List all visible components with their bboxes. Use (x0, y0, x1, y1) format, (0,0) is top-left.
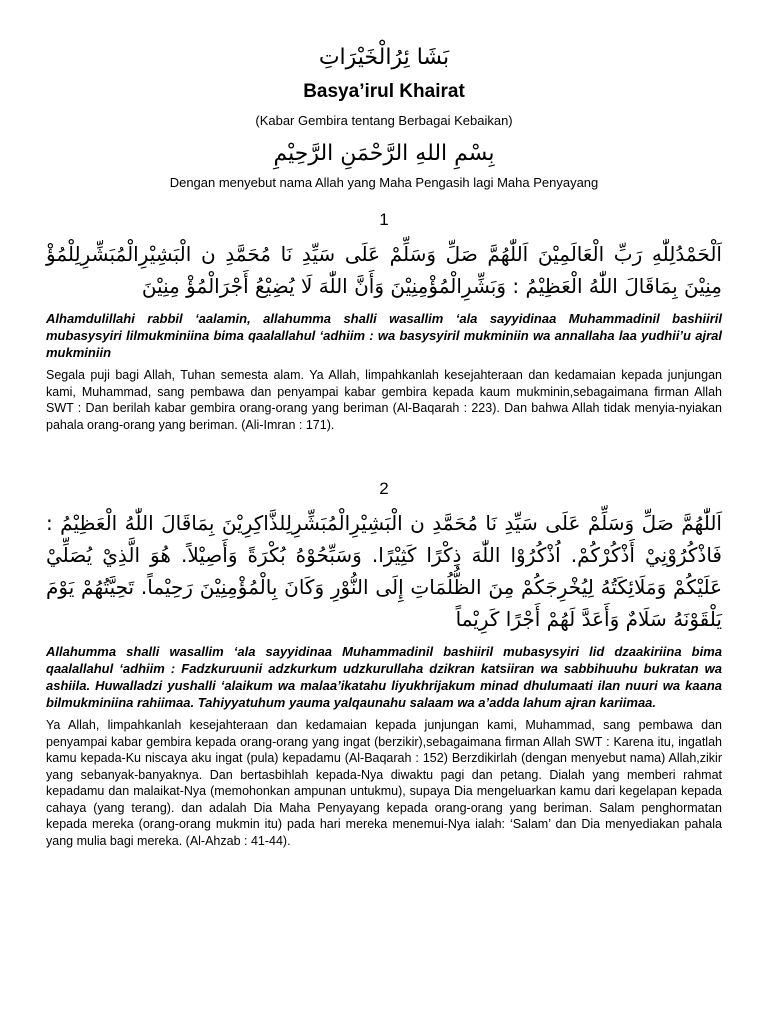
section-arabic-text: اَللّٰهُمَّ صَلِّ وَسَلِّمْ عَلَى سَيِّدِ نَا مُحَمَّدِ ن الْبَشِيْرِالْمُبَشِّرِلِلذَّاكِرِيْنَ بِمَاقَالَ اللّٰهُ الْعَظِيْمُ : فَاذْكُرُوْنِيْ أَذْكُرْكُمْ. اُذْكُرُوْا اللّٰهَ ذِكْرًا كَثِيْرًا. وَسَبِّحُوْهُ بُكْرَةً وَأَصِيْلاً. هُوَ الَّذِيْ يُصَلِّيْ عَلَيْكُمْ وَمَلَائِكَتُهُ لِيُخْرِجَكُمْ مِنَ الظُّلُمَاتِ إِلَى النُّوْرِ وَكَانَ بِالْمُؤْمِنِيْنَ رَحِيْماً. تَحِيَّتُهُمْ يَوْمَ يَلْقَوْنَهُ سَلَامٌ وَأَعَدَّ لَهُمْ أَجْرًا كَرِيْماً (46, 511, 722, 631)
section-number: 1 (379, 210, 389, 229)
section-translation: Segala puji bagi Allah, Tuhan semesta alam. Ya Allah, limpahkanlah kesejahteraan dan kedamaian kepada junjungan kami, Muhammad, sang pembawa dan penyampai kabar gembira kepada kaum mukminin,sebagaimana firman Allah SWT : Dan berilah kabar gembira orang-orang yang beriman (Al-Baqarah : 223). Dan bahwa Allah tidak menyia-nyiakan pahala orang-orang yang beriman. (Ali-Imran : 171). (46, 368, 722, 432)
section-1 (46, 208, 722, 433)
section-transliteration: Allahumma shalli wasallim ‘ala sayyidinaa Muhammadinil bashiiril mubasysyiri lid dzaakiriina bima qaalallahul ‘adhiim : Fadzkuruunii adzkurkum udzkurullaha dzikran katsiiran wa sabbihuuhu bukratan wa ashiila. Huwalladzi yushalli ‘alaikum wa malaa’ikatahu liyukhrijakum minad dhulumaati ilan nuuri wa kaana bilmukminiina rahiimaa. Tahiyyatuhum yauma yalqaunahu salaam wa a’adda lahum ajran kariimaa. (46, 644, 722, 710)
section-2 (46, 477, 722, 849)
section-arabic-text: اَلْحَمْدُلِلّٰهِ رَبِّ الْعَالَمِيْنَ اَللّٰهُمَّ صَلِّ وَسَلِّمْ عَلَى سَيِّدِ نَا مُحَمَّدِ ن الْبَشِيْرِالْمُبَشِّرِلِلْمُؤْ مِنِيْنَ بِمَاقَالَ اللّٰهُ الْعَظِيْمُ : وَبَشِّرِالْمُؤْمِنِيْنَ وَأَنَّ اللّٰهَ لَا يُضِيْعُ أَجْرَالْمُؤْ مِنِيْنَ (46, 242, 722, 298)
basmalah-arabic: بِسْمِ اللهِ الرَّحْمَنِ الرَّحِيْمِ (273, 141, 495, 166)
arabic-title: بَشَا ئِرُالْخَيْرَاتِ (318, 45, 450, 70)
section-translation: Ya Allah, limpahkanlah kesejahteraan dan kedamaian kepada junjungan kami, Muhammad, sang pembawa dan penyampai kabar gembira kepada orang-orang yang ingat (berzikir),sebagaimana firman Allah SWT : Karena itu, ingatlah kamu kepada-Ku niscaya aku ingat (pula) kepadamu (Al-Baqarah : 152) Berzdikirlah (dengan menyebut nama) Allah,zikir yang sebanyak-banyaknya. Dan bertasbihlah kepada-Nya diwaktu pagi dan petang. Dialah yang memberi rahmat kepadamu dan malaikat-Nya (memohonkan ampunan untukmu), supaya Dia mengeluarkan kamu dari kegelapan kepada cahaya (yang terang). dan adalah Dia Maha Penyayang kepada orang-orang yang beriman. Salam penghormatan kepada mereka (orang-orang mukmin itu) pada hari mereka menemui-Nya ialah: ‘Salam’ dan Dia menyediakan pahala yang mulia bagi mereka. (Al-Ahzab : 41-44). (46, 718, 722, 848)
section-number: 2 (379, 479, 389, 498)
section-transliteration: Alhamdulillahi rabbil ‘aalamin, allahumma shalli wasallim ‘ala sayyidinaa Muhammadinil bashiiril mubasysyiri lilmukminiina bima qaalallahul ‘adhiim : wa basysyiril mukminiin wa annallaha laa yudhii’u ajral mukminiin (46, 311, 722, 360)
page-title: Basya’irul Khairat (303, 81, 465, 102)
basmalah-translation: Dengan menyebut nama Allah yang Maha Pengasih lagi Maha Penyayang (169, 175, 599, 190)
page-subtitle: (Kabar Gembira tentang Berbagai Kebaikan) (255, 113, 513, 128)
